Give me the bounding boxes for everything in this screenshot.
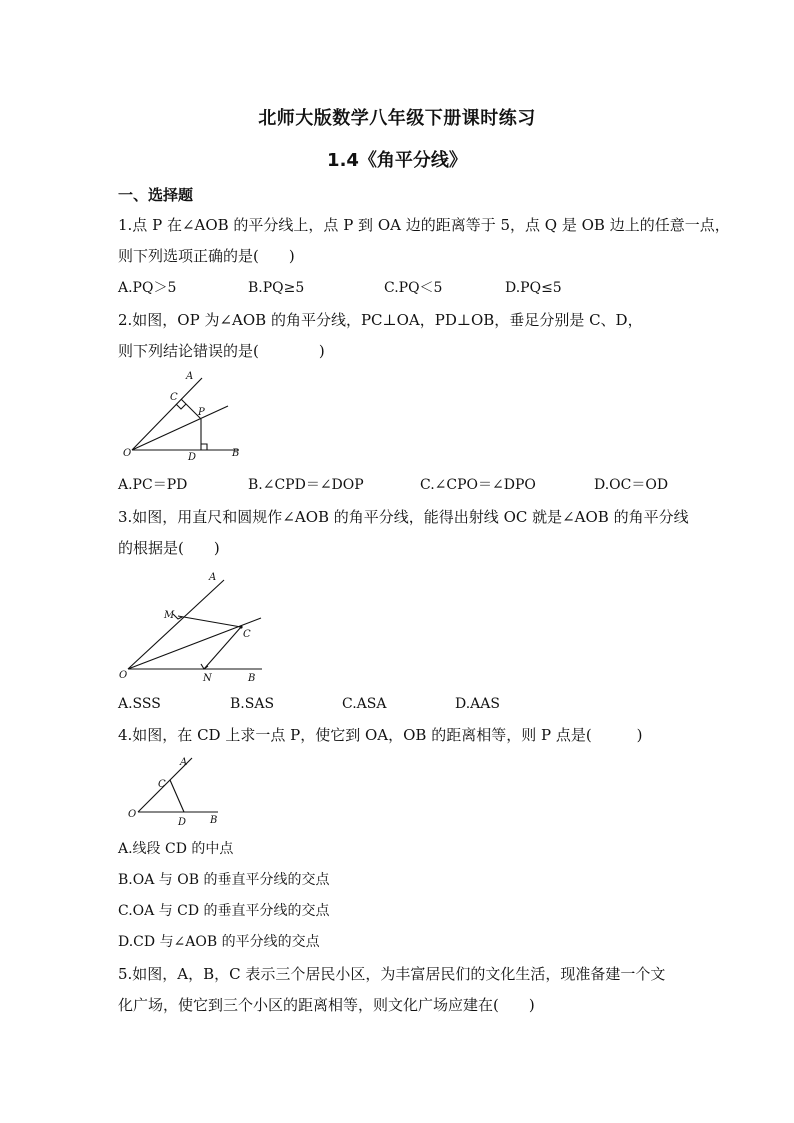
q2-label-o: O (123, 448, 132, 459)
q2-right-angle-d (201, 444, 207, 450)
q3-label-c: C (243, 629, 251, 640)
q2-label-d: D (188, 452, 197, 463)
q3-text-line2: 的根据是( ) (118, 539, 220, 557)
q4-option-c: C.OA 与 CD 的垂直平分线的交点 (118, 903, 330, 919)
q4-text-line1: 4.如图，在 CD 上求一点 P，使它到 OA，OB 的距离相等，则 P 点是( ) (118, 726, 643, 744)
q2-option-c: C.∠CPO＝∠DPO (420, 477, 536, 493)
q4-label-a: A (180, 757, 188, 768)
q3-option-b: B.SAS (230, 696, 275, 712)
q3-label-o: O (119, 670, 128, 681)
q3-arc-mark-n (201, 664, 208, 669)
q4-label-b: B (210, 815, 218, 826)
q3-option-c: C.ASA (342, 696, 387, 712)
q1-option-c: C.PQ＜5 (384, 280, 443, 296)
q3-ray-oa (128, 580, 224, 669)
q1-text-line1: 1.点 P 在∠AOB 的平分线上，点 P 到 OA 边的距离等于 5，点 Q 是 OB 边上的任意一点， (118, 216, 730, 234)
q3-segment-mc (178, 616, 241, 627)
q2-text-line2: 则下列结论错误的是( ) (118, 342, 325, 360)
q3-label-b: B (248, 673, 256, 684)
q2-label-p: P (198, 407, 205, 418)
q4-option-d: D.CD 与∠AOB 的平分线的交点 (118, 934, 320, 950)
q4-label-o: O (128, 809, 137, 820)
q3-option-a: A.SSS (118, 696, 161, 712)
q2-ray-oa (132, 378, 202, 450)
q1-text-line2: 则下列选项正确的是( ) (118, 247, 295, 265)
page-subtitle: 1.4《角平分线》 (327, 150, 467, 171)
q3-text-line1: 3.如图，用直尺和圆规作∠AOB 的角平分线，能得出射线 OC 就是∠AOB 的角平分线 (118, 508, 689, 526)
q2-label-c: C (170, 392, 178, 403)
q3-option-d: D.AAS (455, 696, 500, 712)
q2-text-line1: 2.如图，OP 为∠AOB 的角平分线，PC⊥OA，PD⊥OB，垂足分别是 C、D， (118, 311, 643, 329)
q4-option-a: A.线段 CD 的中点 (118, 841, 234, 857)
q2-figure (116, 368, 256, 463)
q2-option-d: D.OC＝OD (594, 477, 669, 493)
q2-option-a: A.PC＝PD (118, 477, 188, 493)
q3-figure (116, 565, 276, 685)
q5-text-line2: 化广场，使它到三个小区的距离相等，则文化广场应建在( ) (118, 996, 535, 1014)
q4-segment-cd (170, 780, 184, 812)
q4-option-b: B.OA 与 OB 的垂直平分线的交点 (118, 872, 330, 888)
q1-option-d: D.PQ≤5 (505, 280, 562, 296)
q4-label-d: D (178, 817, 187, 827)
q3-label-n: N (203, 673, 212, 684)
q2-right-angle-c (176, 404, 186, 409)
q2-option-b: B.∠CPD＝∠DOP (248, 477, 364, 493)
q3-label-a: A (209, 572, 217, 583)
q1-option-a: A.PQ＞5 (118, 280, 177, 296)
q2-ray-op (132, 406, 228, 450)
q5-text-line1: 5.如图，A，B，C 表示三个居民小区，为丰富居民们的文化生活，现准备建一个文 (118, 965, 666, 983)
q4-label-c: C (158, 779, 166, 790)
q3-label-m: M (164, 610, 175, 621)
q2-label-a: A (186, 371, 194, 382)
section-heading: 一、选择题 (118, 186, 194, 204)
q4-figure (120, 752, 230, 827)
page-title: 北师大版数学八年级下册课时练习 (258, 108, 536, 129)
q2-label-b: B (232, 448, 240, 459)
q1-option-b: B.PQ≥5 (248, 280, 305, 296)
